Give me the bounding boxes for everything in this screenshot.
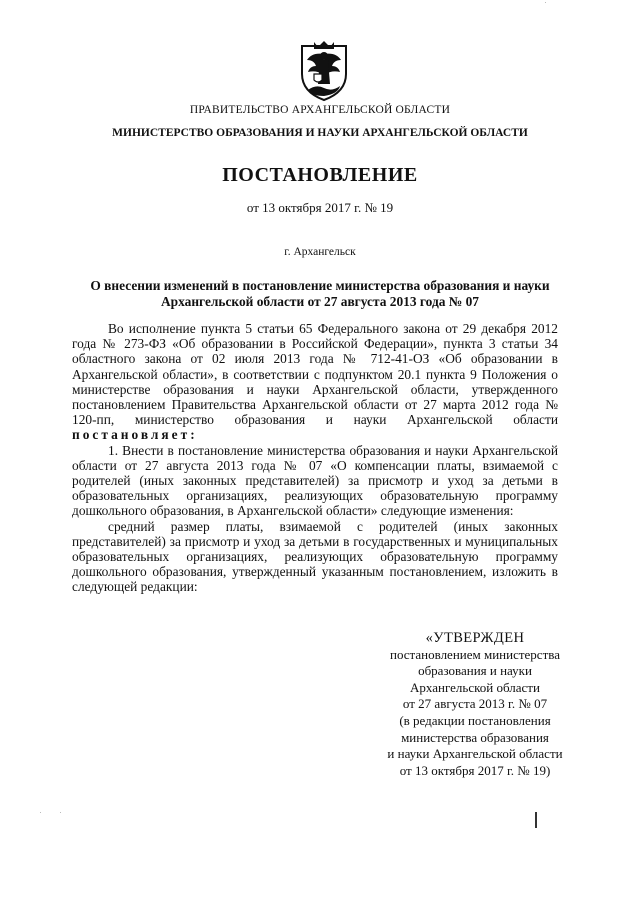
- approval-line: «УТВЕРЖДЕН: [425, 630, 525, 646]
- document-body: [72, 321, 558, 595]
- ministry-name: МИНИСТЕРСТВО ОБРАЗОВАНИЯ И НАУКИ АРХАНГЕЛЬСКОЙ ОБЛАСТИ: [112, 127, 528, 139]
- approval-line: министерства образования: [401, 729, 549, 745]
- document-city: г. Архангельск: [284, 246, 356, 258]
- body-paragraph: средний размер платы, взимаемой с родителей (иных законных представителей) за присмотр и уход за детьми в государственных и муниципальных образовательных организациях, реализующих образовательную программу дошкольного образования, утвержденный указанным постановлением, изложить в следующей редакции:: [72, 518, 558, 595]
- approval-line: и науки Архангельской области: [387, 746, 563, 762]
- decree-word: постановляет:: [72, 427, 198, 443]
- body-paragraph: [72, 321, 558, 443]
- document-date-number: от 13 октября 2017 г. № 19: [246, 200, 394, 215]
- document-heading: [80, 278, 560, 310]
- document-type: ПОСТАНОВЛЕНИЕ: [222, 164, 418, 186]
- body-paragraph: 1. Внести в постановление министерства образования и науки Архангельской области от 27 августа 2013 года № 07 «О компенсации платы, взимаемой с родителей (иных законных представителей) за присмотр и уход за детьми в образовательных организациях, реализующих образовательную программу дошкольного образования, в Архангельской области» следующие изменения:: [72, 442, 558, 519]
- approval-line: образования и науки: [418, 663, 532, 679]
- approval-line: от 13 октября 2017 г. № 19): [399, 762, 551, 778]
- scan-speck: [545, 2, 546, 3]
- approval-line: от 27 августа 2013 г. № 07: [402, 696, 548, 712]
- approval-line: (в редакции постановления: [399, 712, 551, 728]
- scan-speck: [60, 812, 61, 813]
- government-name: ПРАВИТЕЛЬСТВО АРХАНГЕЛЬСКОЙ ОБЛАСТИ: [189, 104, 451, 116]
- approval-stamp: [340, 630, 610, 779]
- approval-line: Архангельской области: [410, 679, 540, 695]
- heading-line: Архангельской области от 27 августа 2013 года № 07: [161, 294, 479, 309]
- coat-of-arms-icon: [292, 40, 356, 104]
- paragraph-text: Во исполнение пункта 5 статьи 65 Федерального закона от 29 декабря 2012 года № 273-ФЗ «Об образовании в Российской Федерации», пункта 3 статьи 34 областного закона от 02 июля 2013 года № 712-41-ОЗ «Об образовании в Архангельской области», в соответствии с подпунктом 20.1 пункта 9 Положения о министерстве образования и науки Архангельской области, утвержденного постановлением Правительства Архангельской области от 27 марта 2012 года № 120-пп, министерство образования и науки Архангельской области: [72, 321, 558, 428]
- scan-mark: [535, 812, 537, 828]
- heading-line: О внесении изменений в постановление министерства образования и науки: [90, 278, 550, 293]
- scan-speck: [40, 812, 41, 813]
- approval-line: постановлением министерства: [389, 646, 560, 662]
